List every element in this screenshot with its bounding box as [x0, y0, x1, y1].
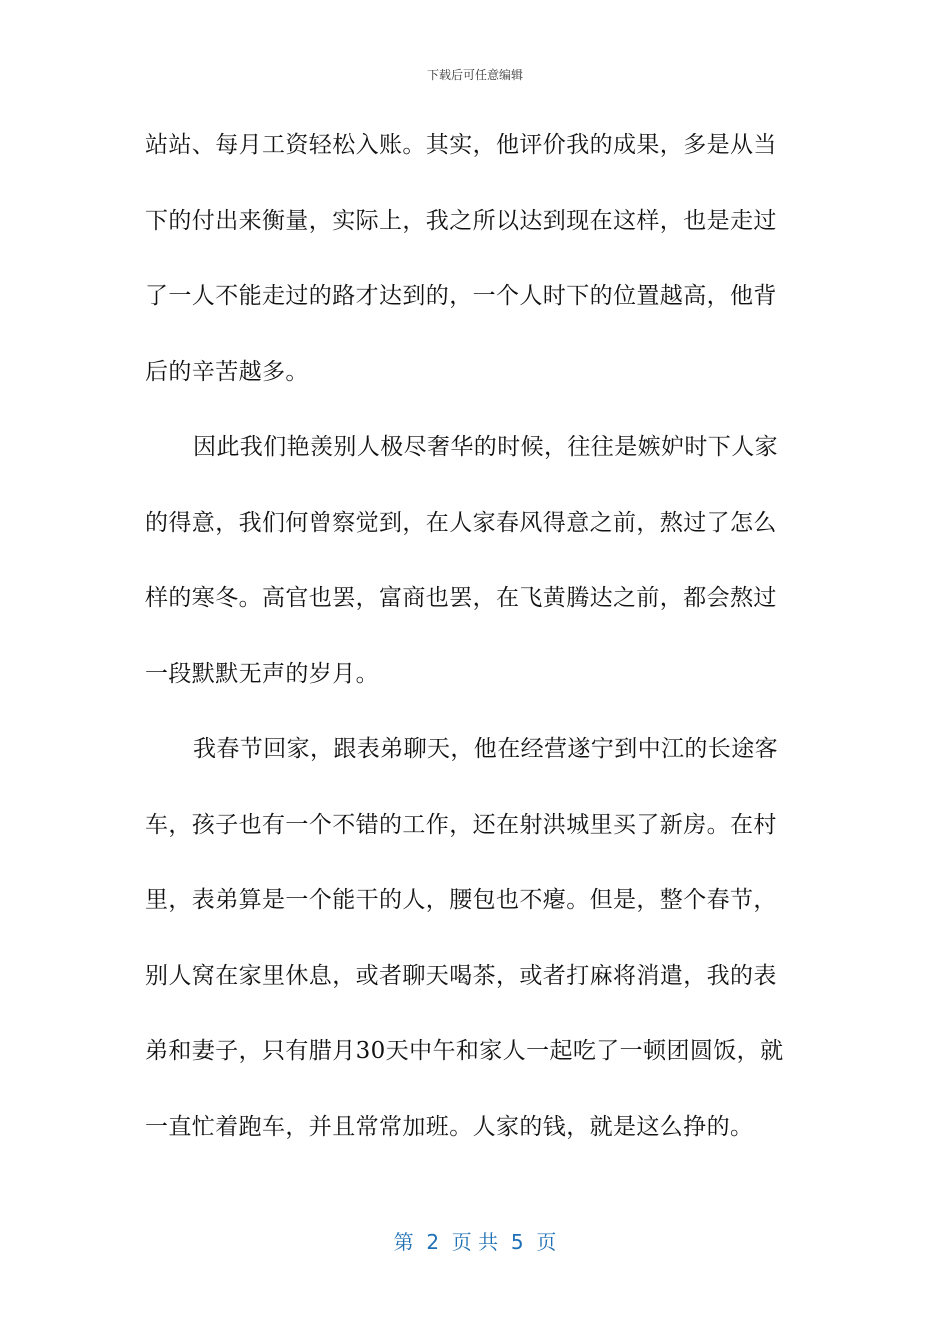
- text-line: 车，孩子也有一个不错的工作，还在射洪城里买了新房。在村: [145, 811, 777, 838]
- paragraph-first-line: 我春节回家，跟表弟聊天，他在经营遂宁到中江的长途客: [193, 736, 778, 762]
- paragraph-first-line: 因此我们艳羡别人极尽奢华的时候，往往是嫉妒时下人家: [193, 434, 778, 460]
- text-line: 样的寒冬。高官也罢，富商也罢，在飞黄腾达之前，都会熬过: [145, 585, 777, 611]
- text-line: 一段默默无声的岁月。: [145, 660, 379, 687]
- text-line: 别人窝在家里休息，或者聊天喝茶，或者打麻将消遣，我的表: [145, 962, 777, 989]
- text-line: 站站、每月工资轻松入账。其实，他评价我的成果，多是从当: [145, 132, 777, 158]
- body-text: [145, 122, 805, 1179]
- text-line: 一直忙着跑车，并且常常加班。人家的钱，就是这么挣的。: [145, 1113, 754, 1140]
- header-note: 下载后可任意编辑: [426, 68, 523, 82]
- text-line: 后的辛苦越多。: [145, 358, 309, 385]
- page-indicator: 第 2 页 共 5 页: [393, 1230, 557, 1254]
- text-line: 下的付出来衡量，实际上，我之所以达到现在这样，也是走过: [145, 207, 777, 234]
- text-line: 的得意，我们何曾察觉到，在人家春风得意之前，熬过了怎么: [145, 509, 777, 536]
- text-line: 了一人不能走过的路才达到的，一个人时下的位置越高，他背: [145, 283, 777, 309]
- text-line: 里，表弟算是一个能干的人，腰包也不瘪。但是，整个春节，: [145, 887, 777, 913]
- text-line: 弟和妻子，只有腊月30天中午和家人一起吃了一顿团圆饭，就: [145, 1038, 784, 1064]
